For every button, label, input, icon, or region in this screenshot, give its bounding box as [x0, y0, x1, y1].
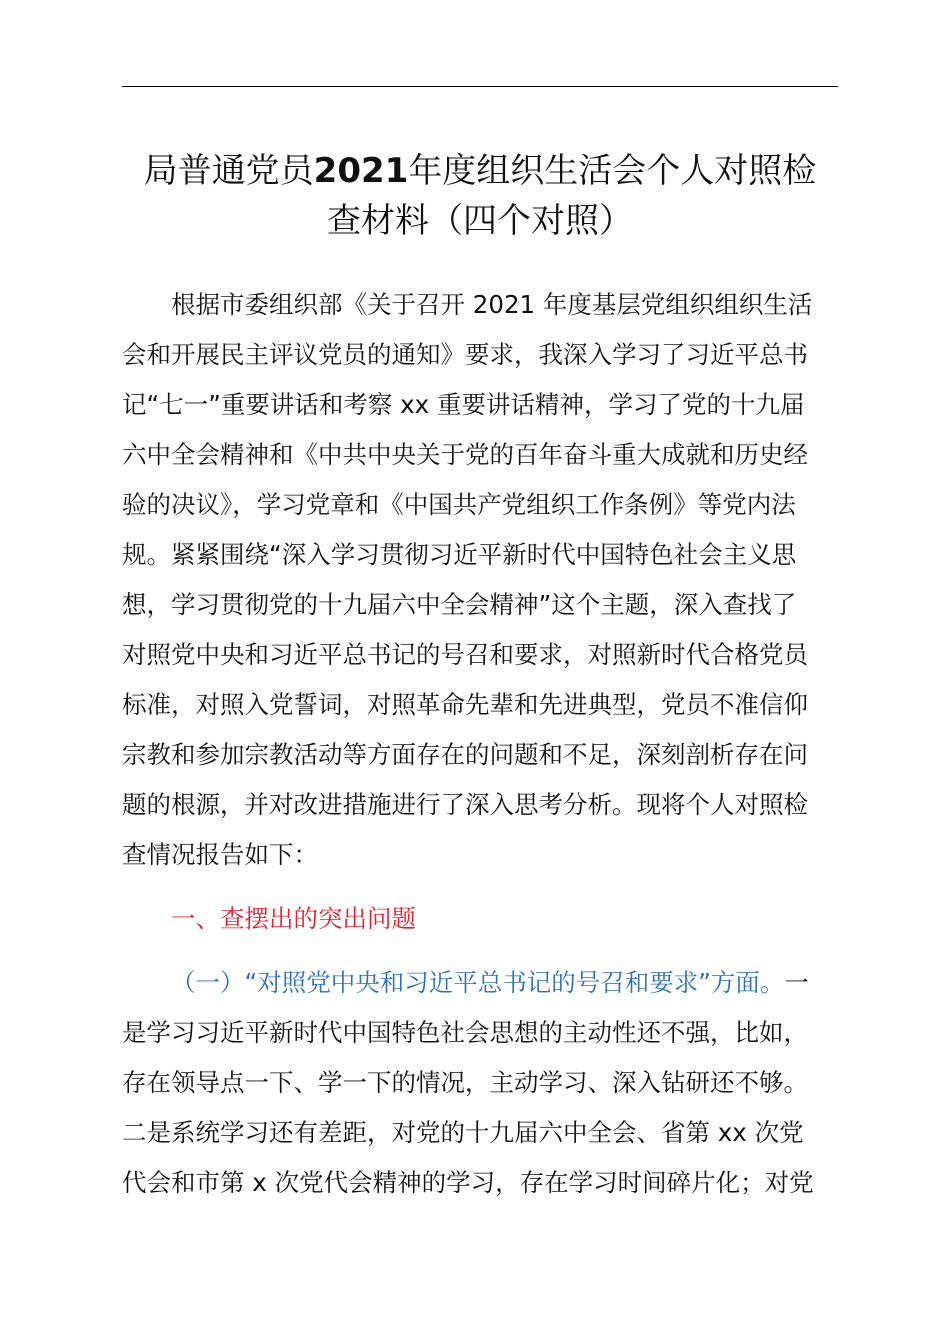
- subsection-first-line: [122, 958, 838, 1008]
- paragraph-line: 查情况报告如下：: [122, 840, 318, 869]
- subsection-heading: （一）“对照党中央和习近平总书记的号召和要求”方面。: [171, 968, 785, 997]
- paragraph-line: 标准，对照入党誓词，对照革命先辈和先进典型，党员不准信仰: [122, 690, 808, 719]
- title-year: 2021: [313, 151, 409, 191]
- paragraph-line: 题的根源，并对改进措施进行了深入思考分析。现将个人对照检: [122, 790, 808, 819]
- paragraph-line: 会和开展民主评议党员的通知》要求，我深入学习了习近平总书: [122, 340, 808, 369]
- paragraph-line: 记“七一”重要讲话和考察 xx 重要讲话精神，学习了党的十九届: [122, 390, 805, 419]
- paragraph-line: 二是系统学习还有差距，对党的十九届六中全会、省第 xx 次党: [122, 1118, 804, 1147]
- paragraph-line: 规。紧紧围绕“深入学习贯彻习近平新时代中国特色社会主义思: [122, 540, 797, 569]
- title-suffix: 年度组织生活会个人对照检: [408, 151, 817, 191]
- document-body: [122, 280, 838, 1208]
- intro-paragraph: [122, 280, 838, 880]
- paragraph-line: 存在领导点一下、学一下的情况，主动学习、深入钻研还不够。: [122, 1068, 808, 1097]
- paragraph-line: 六中全会精神和《中共中央关于党的百年奋斗重大成就和历史经: [122, 440, 808, 469]
- paragraph-line: 根据市委组织部《关于召开 2021 年度基层党组织组织生活: [171, 290, 813, 319]
- paragraph-line: 代会和市第 x 次党代会精神的学习，存在学习时间碎片化；对党: [122, 1168, 814, 1197]
- title-line-1: [110, 146, 850, 196]
- paragraph-line: 对照党中央和习近平总书记的号召和要求，对照新时代合格党员: [122, 640, 808, 669]
- title-line-2: 查材料（四个对照）: [327, 201, 633, 241]
- subsection-first-tail: 一: [784, 968, 809, 997]
- title-prefix: 局普通党员: [143, 151, 314, 191]
- paragraph-line: 是学习习近平新时代中国特色社会思想的主动性还不强，比如，: [122, 1018, 808, 1047]
- page-title: [110, 146, 850, 246]
- section-heading: 一、查摆出的突出问题: [171, 904, 416, 933]
- paragraph-line: 验的决议》，学习党章和《中国共产党组织工作条例》等党内法: [122, 490, 796, 519]
- subsection-paragraph: [122, 958, 838, 1208]
- header-rule: [122, 86, 838, 87]
- paragraph-line: 宗教和参加宗教活动等方面存在的问题和不足，深刻剖析存在问: [122, 740, 808, 769]
- paragraph-line: 想，学习贯彻党的十九届六中全会精神”这个主题，深入查找了: [122, 590, 797, 619]
